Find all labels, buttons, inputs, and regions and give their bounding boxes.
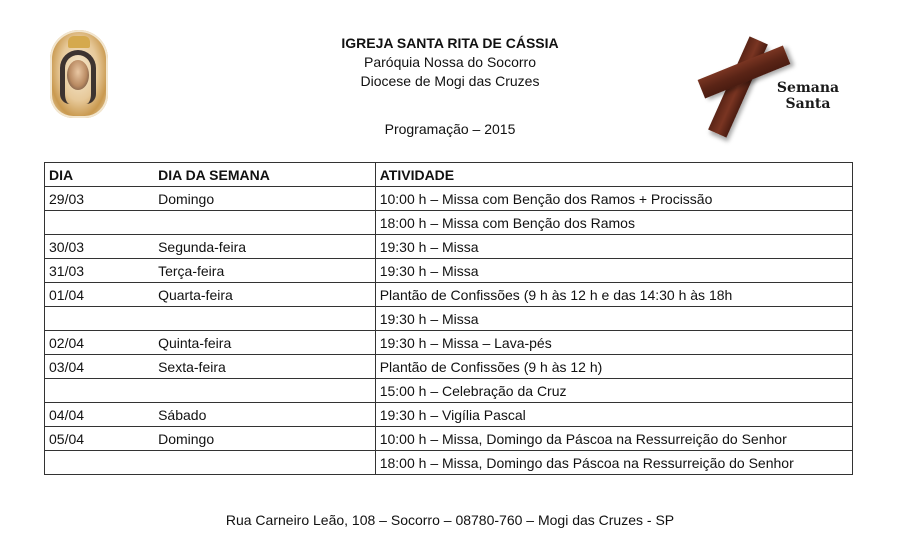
logo-text <box>770 80 846 112</box>
table-header-row <box>45 163 853 187</box>
table-row <box>45 427 853 451</box>
cell-activity: 18:00 h – Missa com Benção dos Ramos <box>375 211 852 235</box>
table-row <box>45 307 853 331</box>
cell-activity: 19:30 h – Missa <box>375 259 852 283</box>
table-row <box>45 259 853 283</box>
header-dia: DIA <box>45 163 155 187</box>
church-title: IGREJA SANTA RITA DE CÁSSIA <box>341 35 559 51</box>
cell-activity: 19:30 h – Missa <box>375 307 852 331</box>
schedule-table <box>44 162 853 475</box>
cell-weekday: Sábado <box>154 403 375 427</box>
cell-day: 05/04 <box>45 427 155 451</box>
cell-day <box>45 451 155 475</box>
cell-activity: 10:00 h – Missa, Domingo da Páscoa na Ressurreição do Senhor <box>375 427 852 451</box>
cell-weekday <box>154 451 375 475</box>
cell-weekday: Segunda-feira <box>154 235 375 259</box>
cell-activity: 10:00 h – Missa com Benção dos Ramos + Procissão <box>375 187 852 211</box>
logo-text-line1: Semana <box>776 80 840 96</box>
cell-weekday: Sexta-feira <box>154 355 375 379</box>
cell-activity: 19:30 h – Missa <box>375 235 852 259</box>
cell-day: 03/04 <box>45 355 155 379</box>
table-row <box>45 331 853 355</box>
cell-activity: 18:00 h – Missa, Domingo das Páscoa na Ressurreição do Senhor <box>375 451 852 475</box>
cell-weekday: Quarta-feira <box>154 283 375 307</box>
cell-day: 31/03 <box>45 259 155 283</box>
cell-activity: 19:30 h – Vigília Pascal <box>375 403 852 427</box>
table-row <box>45 403 853 427</box>
logo-text-line2: Santa <box>785 96 831 112</box>
cell-activity: Plantão de Confissões (9 h às 12 h e das 14:30 h às 18h <box>375 283 852 307</box>
header-dia-semana: DIA DA SEMANA <box>154 163 375 187</box>
cell-weekday: Quinta-feira <box>154 331 375 355</box>
cell-day: 30/03 <box>45 235 155 259</box>
cell-activity: Plantão de Confissões (9 h às 12 h) <box>375 355 852 379</box>
cell-day: 01/04 <box>45 283 155 307</box>
table-row <box>45 451 853 475</box>
cell-weekday <box>154 307 375 331</box>
cell-day: 02/04 <box>45 331 155 355</box>
cell-day: 29/03 <box>45 187 155 211</box>
semana-santa-logo <box>700 28 850 128</box>
diocese-name: Diocese de Mogi das Cruzes <box>360 73 540 89</box>
cell-activity: 15:00 h – Celebração da Cruz <box>375 379 852 403</box>
footer-address: Rua Carneiro Leão, 108 – Socorro – 08780-760 – Mogi das Cruzes - SP <box>225 512 675 528</box>
table-row <box>45 283 853 307</box>
table-row <box>45 379 853 403</box>
table-row <box>45 355 853 379</box>
table-row <box>45 235 853 259</box>
cell-day: 04/04 <box>45 403 155 427</box>
cell-weekday: Domingo <box>154 427 375 451</box>
cell-day <box>45 379 155 403</box>
cell-weekday <box>154 211 375 235</box>
parish-name: Paróquia Nossa do Socorro <box>364 54 536 70</box>
cell-weekday: Terça-feira <box>154 259 375 283</box>
cell-activity: 19:30 h – Missa – Lava-pés <box>375 331 852 355</box>
program-title: Programação – 2015 <box>384 121 516 137</box>
cell-day <box>45 211 155 235</box>
cell-weekday: Domingo <box>154 187 375 211</box>
cell-weekday <box>154 379 375 403</box>
header-atividade: ATIVIDADE <box>375 163 852 187</box>
table-row <box>45 211 853 235</box>
cell-day <box>45 307 155 331</box>
table-row <box>45 187 853 211</box>
